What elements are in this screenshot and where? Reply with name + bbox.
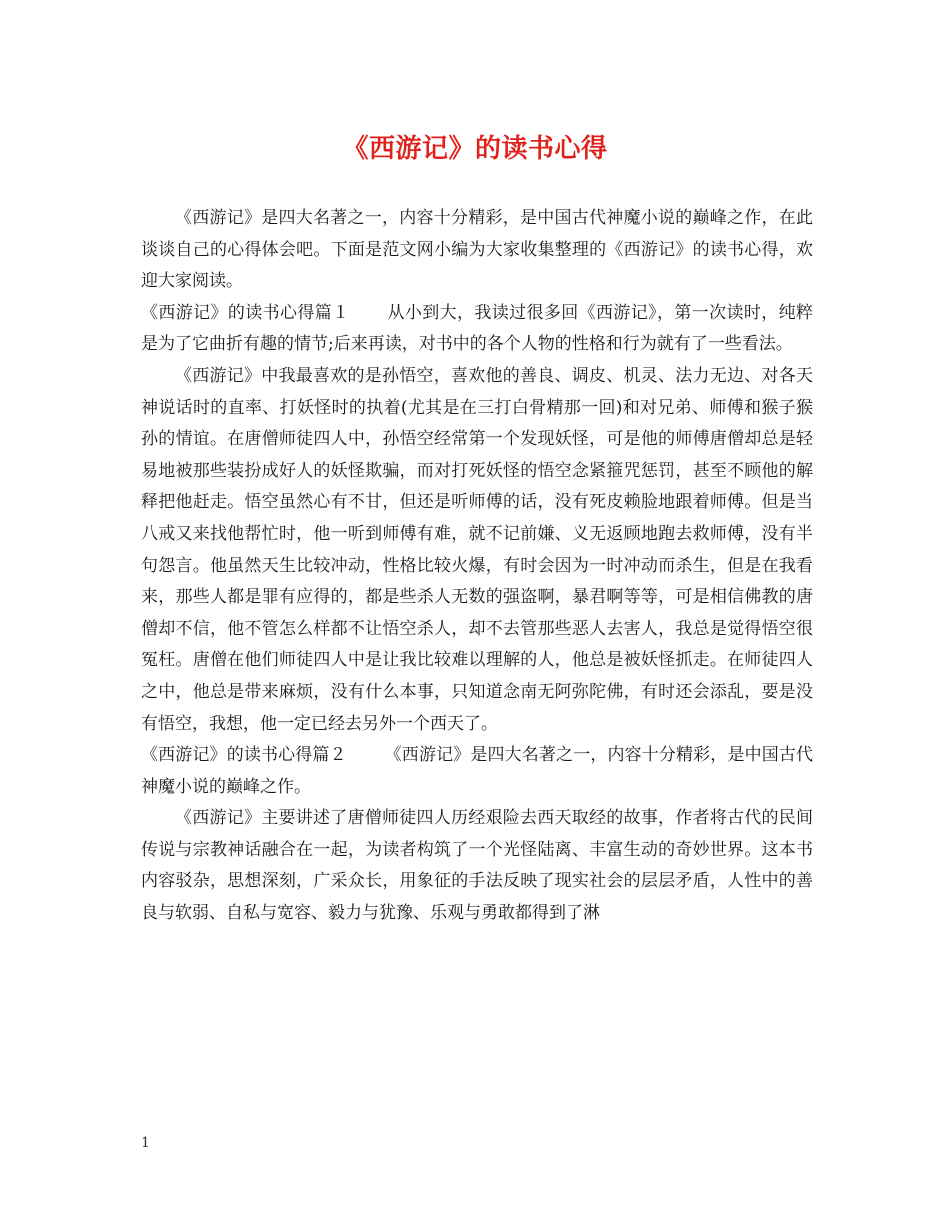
page-number: 1 xyxy=(141,1135,150,1151)
section-2-text: 《西游记》是四大名著之一，内容十分精彩，是中国古代神魔小说的巅峰之作。 xyxy=(141,745,814,797)
section-1-paragraph xyxy=(141,298,813,361)
document-title: 《西游记》的读书心得 xyxy=(342,134,608,164)
section-1-text: 从小到大，我读过很多回《西游记》，第一次读时，纯粹是为了它曲折有趣的情节;后来再读，对书中的各个人物的性格和行为就有了一些看法。 xyxy=(141,302,813,355)
section-2-paragraph xyxy=(141,740,813,803)
document-body xyxy=(141,203,813,930)
section-1-paragraph-2: 《西游记》中我最喜欢的是孙悟空，喜欢他的善良、调皮、机灵、法力无边、对各天神说话时的直率、打妖怪时的执着(尤其是在三打白骨精那一回)和对兄弟、师傅和猴子猴孙的情谊。在唐僧师徒四人中，孙悟空经常第一个发现妖怪，可是他的师傅唐僧却总是轻易地被那些装扮成好人的妖怪欺骗，而对打死妖怪的悟空念紧箍咒惩罚，甚至不顾他的解释把他赶走。悟空虽然心有不甘，但还是听师傅的话，没有死皮赖脸地跟着师傅。但是当八戒又来找他帮忙时，他一听到师傅有难，就不记前嫌、义无返顾地跑去救师傅，没有半句怨言。他虽然天生比较冲动，性格比较火爆，有时会因为一时冲动而杀生，但是在我看来，那些人都是罪有应得的，都是些杀人无数的强盗啊，暴君啊等等，可是相信佛教的唐僧却不信，他不管怎么样都不让悟空杀人，却不去管那些恶人去害人，我总是觉得悟空很冤枉。唐僧在他们师徒四人中是让我比较难以理解的人，他总是被妖怪抓走。在师徒四人之中，他总是带来麻烦，没有什么本事，只知道念南无阿弥陀佛，有时还会添乱，要是没有悟空，我想，他一定已经去另外一个西天了。 xyxy=(141,365,813,734)
section-1-heading: 《西游记》的读书心得篇１ xyxy=(141,302,350,323)
section-2-heading: 《西游记》的读书心得篇２ xyxy=(141,745,347,766)
section-2-paragraph-2: 《西游记》主要讲述了唐僧师徒四人历经艰险去西天取经的故事，作者将古代的民间传说与宗教神话融合在一起，为读者构筑了一个光怪陆离、丰富生动的奇妙世界。这本书内容驳杂，思想深刻，广采众长，用象征的手法反映了现实社会的层层矛盾，人性中的善良与软弱、自私与宽容、毅力与犹豫、乐观与勇敢都得到了淋 xyxy=(141,808,813,924)
intro-paragraph: 《西游记》是四大名著之一，内容十分精彩，是中国古代神魔小说的巅峰之作，在此谈谈自己的心得体会吧。下面是范文网小编为大家收集整理的《西游记》的读书心得，欢迎大家阅读。 xyxy=(141,208,813,292)
